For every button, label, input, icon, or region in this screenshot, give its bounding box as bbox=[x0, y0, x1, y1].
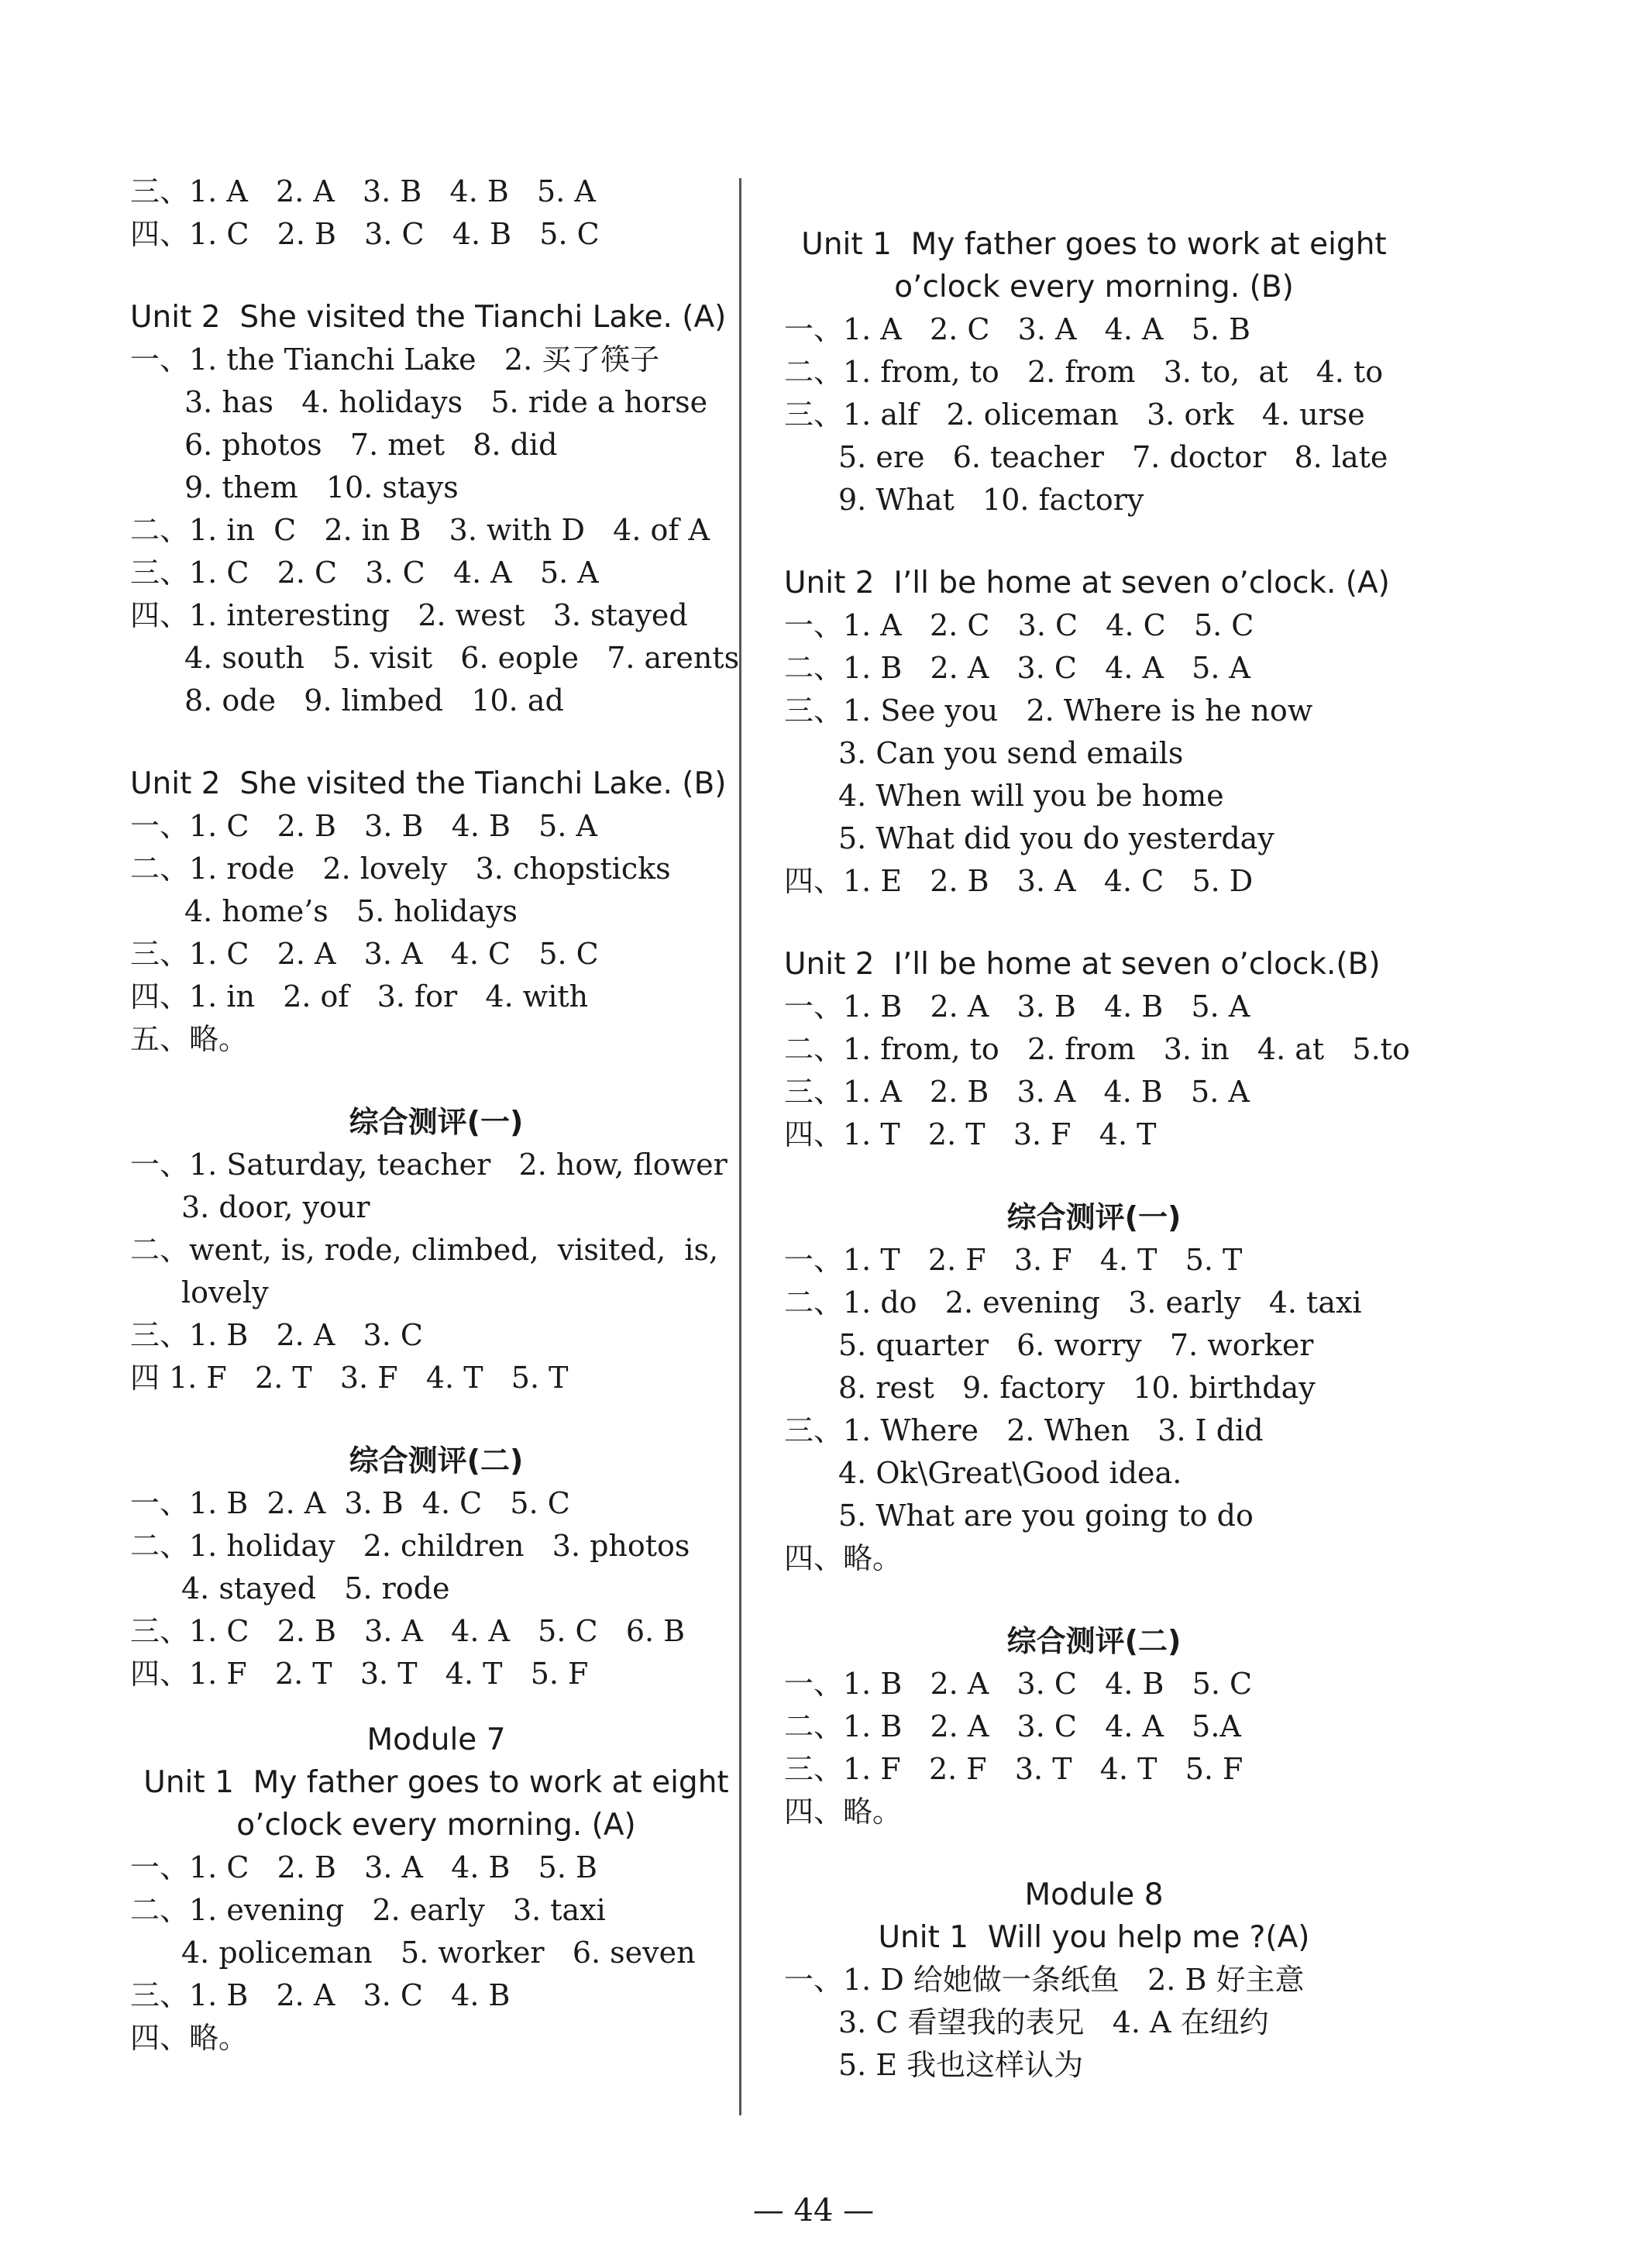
unit-heading: o’clock every morning. (B) bbox=[894, 270, 1294, 305]
answer-line: 四、略。 bbox=[130, 2021, 249, 2055]
unit-heading: Unit 2 I’ll be home at seven o’clock. (A) bbox=[784, 566, 1390, 601]
unit-heading: Unit 2 She visited the Tianchi Lake. (A) bbox=[130, 300, 727, 335]
section-heading: 综合测评(一) bbox=[349, 1105, 524, 1139]
answer-line: 二、1. do 2. evening 3. early 4. taxi bbox=[784, 1285, 1362, 1320]
answer-line: 9. What 10. factory bbox=[838, 483, 1144, 517]
answer-line: 二、1. B 2. A 3. C 4. A 5. A bbox=[784, 651, 1250, 685]
unit-heading: Unit 1 My father goes to work at eight bbox=[801, 227, 1387, 262]
answer-line: 四、1. T 2. T 3. F 4. T bbox=[784, 1117, 1157, 1151]
unit-heading: o’clock every morning. (A) bbox=[236, 1808, 636, 1843]
page-number: — 44 — bbox=[752, 2193, 875, 2228]
answer-line: 一、1. B 2. A 3. B 4. C 5. C bbox=[130, 1486, 570, 1520]
answer-line: 一、1. A 2. C 3. C 4. C 5. C bbox=[784, 608, 1254, 642]
answer-line: 3. Can you send emails bbox=[838, 736, 1184, 770]
answer-line: 8. ode 9. limbed 10. ad bbox=[184, 683, 564, 718]
answer-line: 3. door, your bbox=[181, 1190, 370, 1224]
answer-line: 4. When will you be home bbox=[838, 779, 1224, 813]
right-column bbox=[784, 223, 1410, 2087]
answer-line: 4. home’s 5. holidays bbox=[184, 894, 518, 928]
answer-line: 三、1. B 2. A 3. C bbox=[130, 1318, 423, 1352]
answer-line: 三、1. C 2. B 3. A 4. A 5. C 6. B bbox=[130, 1614, 686, 1648]
answer-line: 四、略。 bbox=[784, 1795, 903, 1829]
answer-line: 一、1. C 2. B 3. A 4. B 5. B bbox=[130, 1850, 597, 1884]
answer-line: 4. south 5. visit 6. eople 7. arents bbox=[184, 641, 740, 675]
answer-line: 一、1. the Tianchi Lake 2. 买了筷子 bbox=[130, 342, 660, 377]
answer-line: 二、1. from, to 2. from 3. to, at 4. to bbox=[784, 355, 1384, 389]
answer-line: 四 1. F 2. T 3. F 4. T 5. T bbox=[130, 1361, 569, 1395]
answer-line: 4. Ok\Great\Good idea. bbox=[838, 1456, 1182, 1490]
answer-line: 四、1. interesting 2. west 3. stayed bbox=[130, 598, 688, 632]
answer-line: 4. policeman 5. worker 6. seven bbox=[181, 1936, 696, 1970]
section-heading: 综合测评(二) bbox=[1006, 1624, 1182, 1658]
answer-line: 四、1. in 2. of 3. for 4. with bbox=[130, 979, 589, 1014]
answer-line: 6. photos 7. met 8. did bbox=[184, 428, 558, 462]
answer-line: 5. What did you do yesterday bbox=[838, 821, 1274, 855]
answer-line: 3. has 4. holidays 5. ride a horse bbox=[184, 385, 708, 419]
left-column bbox=[130, 170, 742, 2060]
answer-line: 三、1. C 2. C 3. C 4. A 5. A bbox=[130, 556, 599, 590]
answer-line: 一、1. A 2. C 3. A 4. A 5. B bbox=[784, 312, 1250, 346]
unit-heading: Unit 1 Will you help me ?(A) bbox=[878, 1920, 1310, 1955]
answer-line: 5. What are you going to do bbox=[838, 1499, 1254, 1533]
answer-line: 四、1. F 2. T 3. T 4. T 5. F bbox=[130, 1657, 589, 1691]
answer-line: 三、1. See you 2. Where is he now bbox=[784, 693, 1313, 728]
answer-line: 三、1. A 2. A 3. B 4. B 5. A bbox=[130, 174, 596, 208]
unit-heading: Unit 1 My father goes to work at eight bbox=[143, 1765, 729, 1800]
section-heading: 综合测评(二) bbox=[349, 1444, 524, 1478]
answer-line: 一、1. Saturday, teacher 2. how, flower bbox=[130, 1148, 728, 1182]
answer-line: 三、1. Where 2. When 3. I did bbox=[784, 1413, 1264, 1447]
answer-line: 5. ere 6. teacher 7. doctor 8. late bbox=[838, 440, 1388, 474]
answer-line: 二、1. from, to 2. from 3. in 4. at 5.to bbox=[784, 1032, 1410, 1066]
answer-line: 一、1. D 给她做一条纸鱼 2. B 好主意 bbox=[784, 1963, 1305, 1997]
answer-line: 二、1. evening 2. early 3. taxi bbox=[130, 1893, 606, 1927]
answer-line: 二、1. rode 2. lovely 3. chopsticks bbox=[130, 852, 671, 886]
answer-line: 五、略。 bbox=[130, 1022, 249, 1056]
answer-line: 一、1. C 2. B 3. B 4. B 5. A bbox=[130, 809, 597, 843]
answer-line: 三、1. C 2. A 3. A 4. C 5. C bbox=[130, 937, 599, 971]
answer-line: 三、1. F 2. F 3. T 4. T 5. F bbox=[784, 1752, 1243, 1786]
unit-heading: Unit 2 I’ll be home at seven o’clock.(B) bbox=[784, 947, 1381, 982]
answer-line: 二、1. in C 2. in B 3. with D 4. of A bbox=[130, 513, 710, 547]
answer-line: 二、1. holiday 2. children 3. photos bbox=[130, 1529, 690, 1563]
answer-line: 5. E 我也这样认为 bbox=[838, 2048, 1084, 2082]
answer-line: 9. them 10. stays bbox=[184, 470, 459, 504]
answer-line: 一、1. T 2. F 3. F 4. T 5. T bbox=[784, 1243, 1243, 1277]
module-heading: Module 7 bbox=[366, 1723, 506, 1757]
module-heading: Module 8 bbox=[1024, 1877, 1164, 1912]
answer-line: 四、1. C 2. B 3. C 4. B 5. C bbox=[130, 217, 600, 251]
answer-line: 二、1. B 2. A 3. C 4. A 5.A bbox=[784, 1709, 1241, 1743]
answer-line: 三、1. B 2. A 3. C 4. B bbox=[130, 1978, 511, 2012]
answer-line: 5. quarter 6. worry 7. worker bbox=[838, 1328, 1314, 1362]
answer-line: 三、1. alf 2. oliceman 3. ork 4. urse bbox=[784, 398, 1365, 432]
answer-line: 四、略。 bbox=[784, 1541, 903, 1575]
answer-line: 三、1. A 2. B 3. A 4. B 5. A bbox=[784, 1075, 1250, 1109]
unit-heading: Unit 2 She visited the Tianchi Lake. (B) bbox=[130, 766, 727, 801]
section-heading: 综合测评(一) bbox=[1006, 1200, 1182, 1234]
answer-line: 二、went, is, rode, climbed, visited, is, bbox=[130, 1233, 719, 1267]
answer-line: 四、1. E 2. B 3. A 4. C 5. D bbox=[784, 864, 1254, 898]
answer-line: 一、1. B 2. A 3. B 4. B 5. A bbox=[784, 989, 1250, 1024]
answer-line: 一、1. B 2. A 3. C 4. B 5. C bbox=[784, 1667, 1253, 1701]
answer-line: 4. stayed 5. rode bbox=[181, 1571, 450, 1605]
answer-line: lovely bbox=[181, 1275, 269, 1310]
answer-line: 3. C 看望我的表兄 4. A 在纽约 bbox=[838, 2005, 1269, 2039]
answer-line: 8. rest 9. factory 10. birthday bbox=[838, 1371, 1316, 1405]
